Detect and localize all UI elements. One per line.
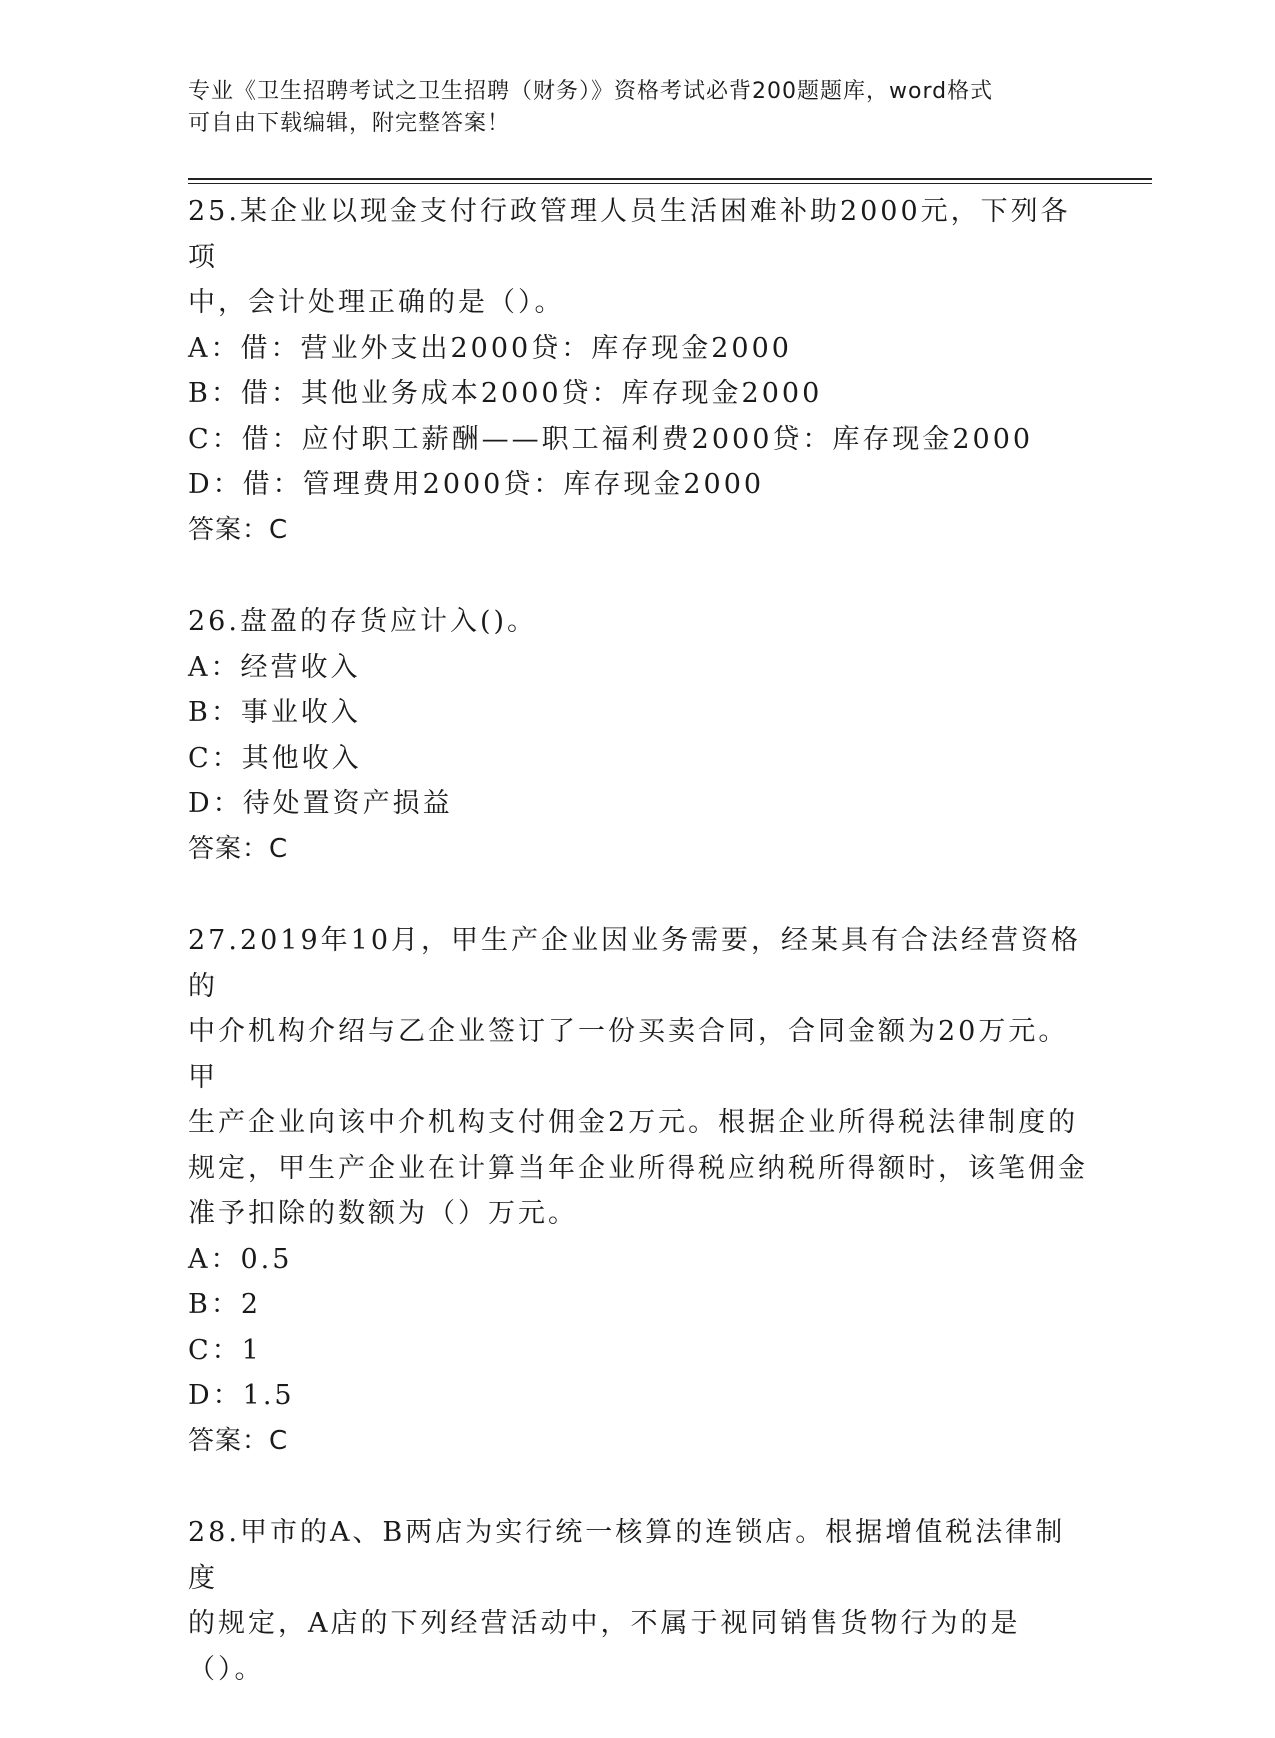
- header-line-2: 可自由下载编辑，附完整答案！: [188, 111, 511, 136]
- option-d: D：借：管理费用2000贷：库存现金2000: [188, 469, 765, 500]
- option-c: C：其他收入: [188, 742, 362, 774]
- answer: 答案：C: [188, 1425, 289, 1456]
- header-line-1: 专业《卫生招聘考试之卫生招聘（财务）》资格考试必背200题题库，word格式: [188, 79, 994, 104]
- answer: 答案：C: [188, 514, 289, 545]
- question-stem-line: 生产企业向该中介机构支付佣金2万元。根据企业所得税法律制度的: [188, 1107, 1079, 1138]
- option-b: B：借：其他业务成本2000贷：库存现金2000: [188, 378, 823, 409]
- option-d: D：1.5: [188, 1380, 295, 1411]
- question-stem-line: 中，会计处理正确的是（）。: [188, 287, 565, 318]
- answer: 答案：C: [188, 833, 289, 864]
- question-stem-line: 的规定，A店的下列经营活动中，不属于视同销售货物行为的是（）。: [188, 1608, 1021, 1685]
- question-stem-line: 25.某企业以现金支付行政管理人员生活困难补助2000元，下列各项: [188, 196, 1071, 273]
- question-stem-line: 准予扣除的数额为（）万元。: [188, 1198, 578, 1229]
- question-list: [188, 189, 1088, 1738]
- question-stem-line: 26.盘盈的存货应计入()。: [188, 606, 538, 637]
- option-c: C：借：应付职工薪酬——职工福利费2000贷：库存现金2000: [188, 423, 1034, 455]
- option-a: A：经营收入: [188, 651, 361, 683]
- question-stem-line: 28.甲市的A、B两店为实行统一核算的连锁店。根据增值税法律制度: [188, 1517, 1066, 1594]
- question-28: [188, 1510, 1088, 1692]
- option-d: D：待处置资产损益: [188, 788, 453, 819]
- option-c: C：1: [188, 1334, 262, 1366]
- option-b: B：2: [188, 1289, 262, 1320]
- question-27: [188, 918, 1088, 1464]
- option-a: A：借：营业外支出2000贷：库存现金2000: [188, 332, 792, 364]
- question-26: [188, 599, 1088, 872]
- document-header: [188, 76, 1068, 140]
- header-divider-thin: [188, 183, 1152, 184]
- header-divider-thick: [188, 178, 1152, 180]
- option-a: A：0.5: [188, 1243, 293, 1275]
- question-stem-line: 规定，甲生产企业在计算当年企业所得税应纳税所得额时，该笔佣金: [188, 1152, 1088, 1184]
- option-b: B：事业收入: [188, 697, 361, 728]
- question-25: [188, 189, 1088, 553]
- question-stem-line: 中介机构介绍与乙企业签订了一份买卖合同，合同金额为20万元。甲: [188, 1016, 1069, 1093]
- question-stem-line: 27.2019年10月，甲生产企业因业务需要，经某具有合法经营资格的: [188, 925, 1082, 1002]
